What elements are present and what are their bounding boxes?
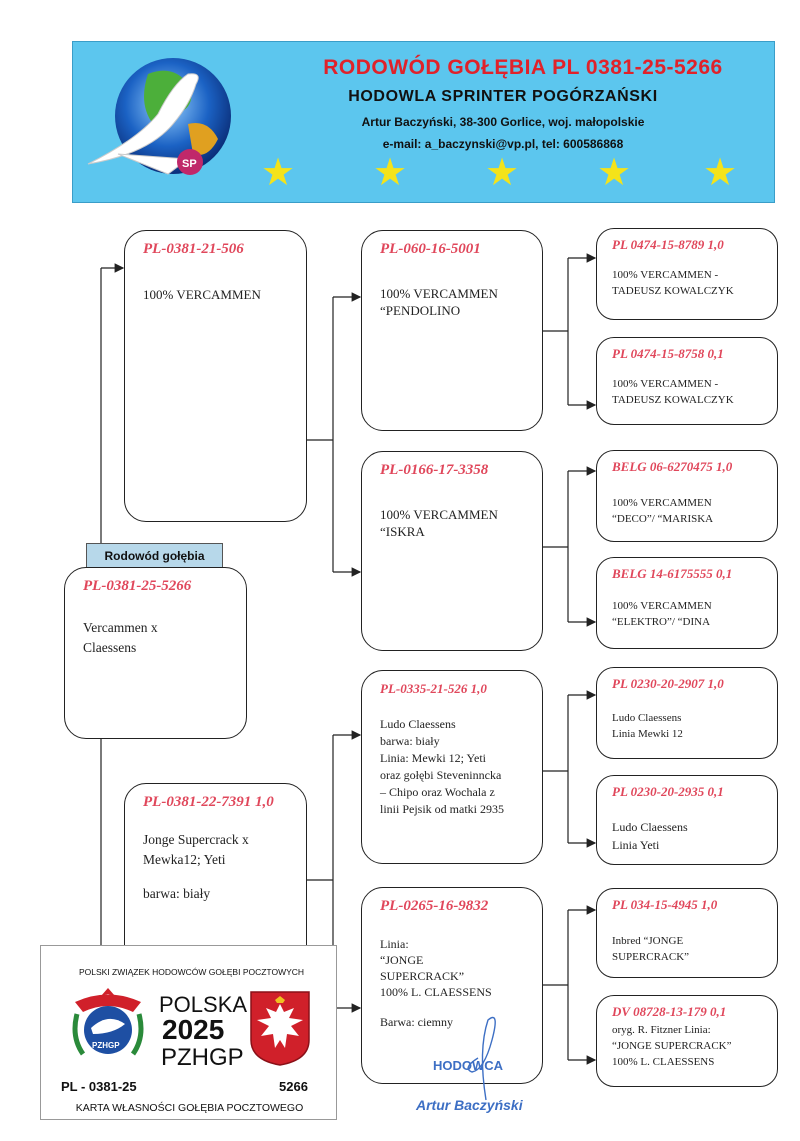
card-footer: KARTA WŁASNOŚCI GOŁĘBIA POCZTOWEGO [75, 1102, 304, 1114]
polish-eagle-emblem [249, 990, 311, 1066]
star-icon: ★ [703, 152, 738, 194]
star-icon: ★ [597, 152, 632, 194]
card-union: PZHGP [161, 1044, 244, 1071]
mm-id: PL-0265-16-9832 [380, 898, 489, 914]
father-box [124, 230, 307, 522]
breeder-name: HODOWLA SPRINTER POGÓRZAŃSKI [348, 88, 658, 105]
grandmother-paternal-box: PL-0166-17-3358 100% VERCAMMEN “ISKRA [361, 451, 543, 651]
ff-id: PL-060-16-5001 [380, 241, 481, 257]
breeder-signature-name: Artur Baczyński [416, 1097, 523, 1113]
mf-id: PL-0335-21-526 1,0 [380, 681, 487, 696]
mother-desc: Jonge Supercrack x Mewka12; Yeti barwa: biały [143, 832, 249, 901]
father-desc: 100% VERCAMMEN [143, 287, 261, 302]
card-year: 2025 [162, 1014, 225, 1045]
fm-id: PL-0166-17-3358 [380, 462, 489, 478]
subject-desc: Vercammen x Claessens [83, 620, 158, 655]
card-ring-prefix: PL - 0381-25 [61, 1079, 137, 1094]
ggp-fff-box: PL 0474-15-8789 1,0 100% VERCAMMEN - TADEUSZ KOWALCZYK [596, 228, 778, 320]
breeder-stamp-role: HODOWCA [433, 1058, 504, 1073]
svg-text:PZHGP: PZHGP [92, 1041, 120, 1050]
breeder-address: Artur Baczyński, 38-300 Gorlice, woj. małopolskie [361, 115, 645, 129]
subject-id: PL-0381-25-5266 [83, 578, 192, 594]
card-ring-number: 5266 [279, 1079, 308, 1094]
star-icon: ★ [373, 152, 408, 194]
grandfather-paternal-box: PL-060-16-5001 100% VERCAMMEN “PENDOLINO [361, 230, 543, 431]
breeder-contact: e-mail: a_baczynski@vp.pl, tel: 600586868 [382, 137, 624, 151]
star-icon: ★ [261, 152, 296, 194]
ownership-card [40, 945, 337, 1120]
ggp-mff-box: PL 0230-20-2907 1,0 Ludo Claessens Linia Mewki 12 [596, 667, 778, 759]
mother-id: PL-0381-22-7391 1,0 [143, 794, 274, 810]
ggp-ffm-box: PL 0474-15-8758 0,1 100% VERCAMMEN - TADEUSZ KOWALCZYK [596, 337, 778, 425]
grandmother-maternal-box: PL-0265-16-9832 Linia: “JONGE SUPERCRACK” 100% L. CLAESSENS Barwa: ciemny [361, 887, 543, 1084]
subject-tag: Rodowód gołębia [86, 543, 223, 569]
star-icon: ★ [485, 152, 520, 194]
pzhgp-logo [63, 982, 153, 1062]
signature-scribble [458, 1010, 508, 1110]
grandfather-maternal-box: PL-0335-21-526 1,0 Ludo Claessens barwa: biały Linia: Mewki 12; Yeti oraz gołębi Steveninncka – Chipo oraz Wochala z linii Pejsik od matki 2935 [361, 670, 543, 864]
ggp-mmf-box: PL 034-15-4945 1,0 Inbred “JONGE SUPERCRACK” [596, 888, 778, 978]
svg-text:SP: SP [182, 158, 197, 170]
subject-box [64, 567, 247, 739]
ggp-mfm-box: PL 0230-20-2935 0,1 Ludo Claessens Linia Yeti [596, 775, 778, 865]
ggp-fmm-box: BELG 14-6175555 0,1 100% VERCAMMEN “ELEKTRO”/ “DINA [596, 557, 778, 649]
ggp-fmf-box: BELG 06-6270475 1,0 100% VERCAMMEN “DECO”/ “MARISKA [596, 450, 778, 542]
father-id: PL-0381-21-506 [143, 241, 244, 257]
card-country: POLSKA [159, 992, 248, 1017]
pedigree-title: RODOWÓD GOŁĘBIA PL 0381-25-5266 [323, 56, 723, 79]
card-header: POLSKI ZWIĄZEK HODOWCÓW GOŁĘBI POCZTOWYCH [78, 967, 305, 977]
ggp-mmm-box: DV 08728-13-179 0,1 oryg. R. Fitzner Linia: “JONGE SUPERCRACK” 100% L. CLAESSENS [596, 995, 778, 1087]
